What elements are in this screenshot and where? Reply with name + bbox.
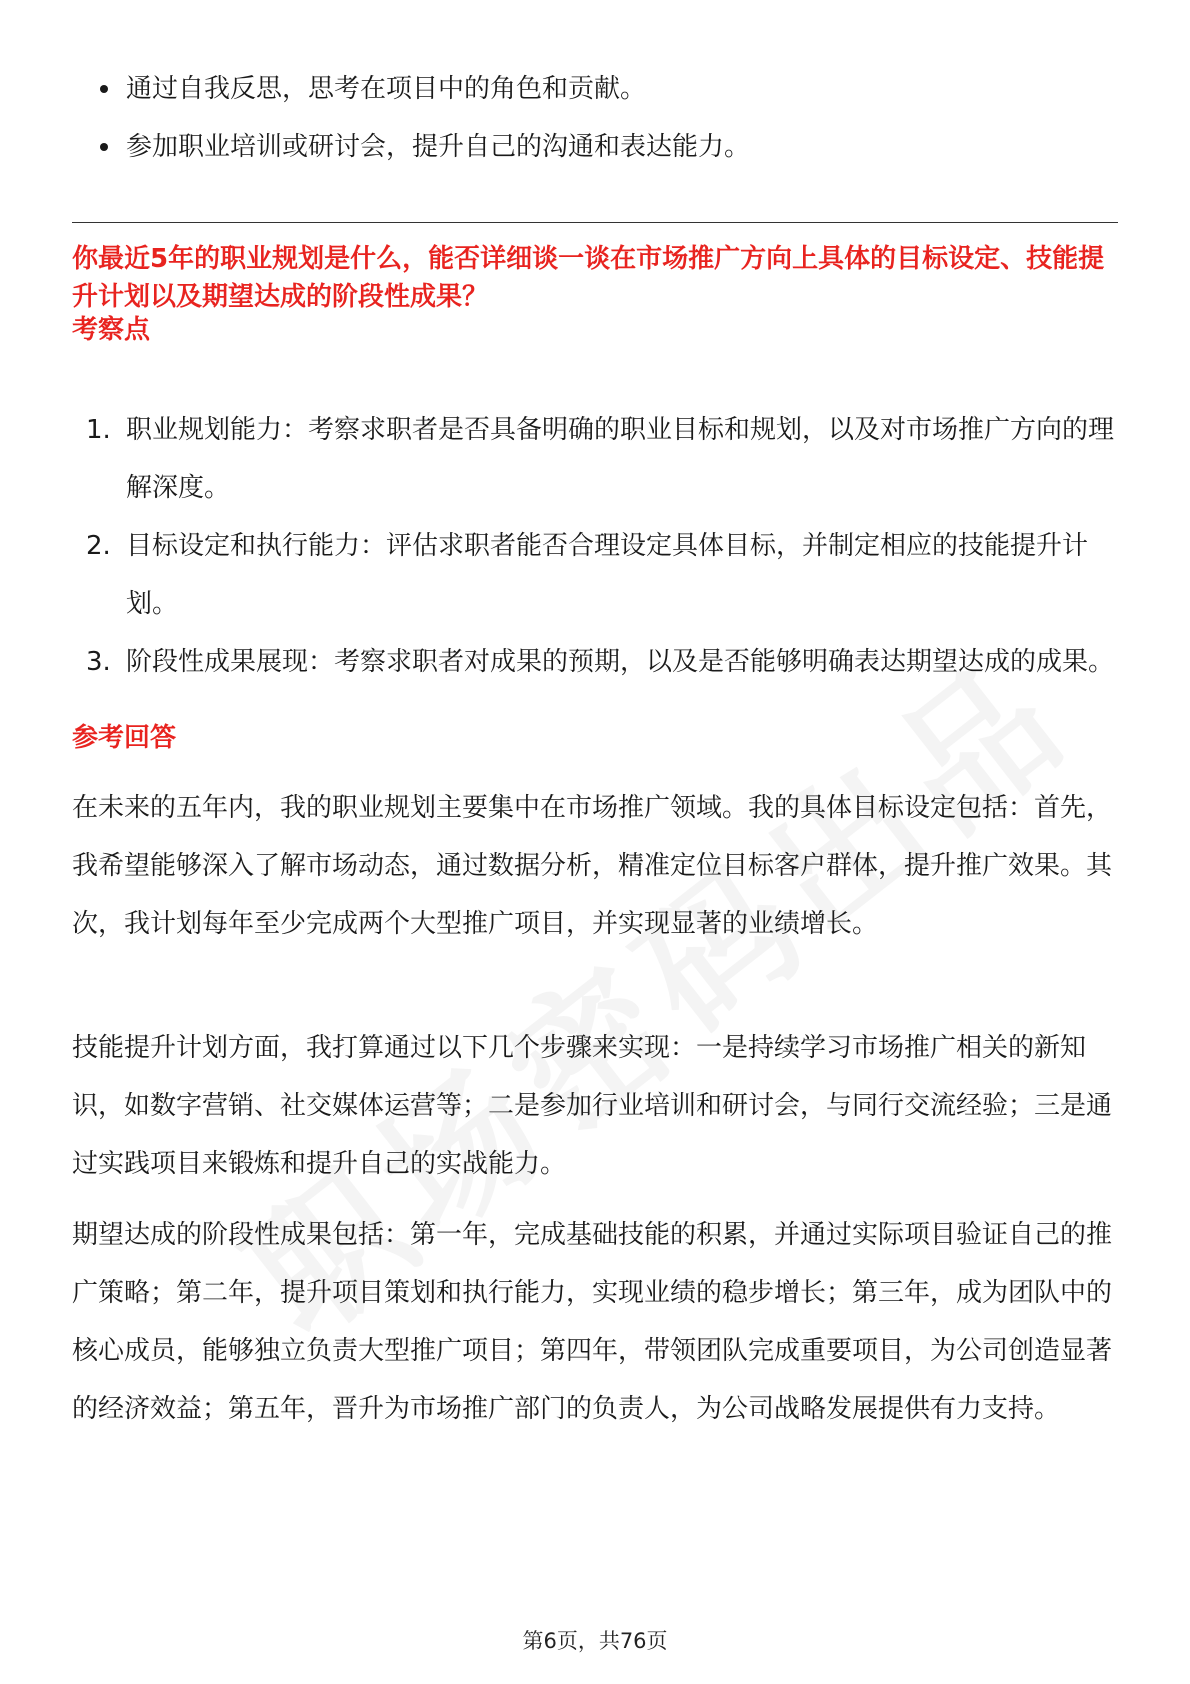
item-text: 阶段性成果展现：考察求职者对成果的预期，以及是否能够明确表达期望达成的成果。 (126, 647, 1115, 677)
list-item (72, 60, 1118, 118)
answer-paragraph: 技能提升计划方面，我打算通过以下几个步骤来实现：一是持续学习市场推广相关的新知识，如数字营销、社交媒体运营等；二是参加行业培训和研讨会，与同行交流经验；三是通过实践项目来锻炼和提升自己的实战能力。 (72, 1033, 1113, 1179)
item-text: 目标设定和执行能力：评估求职者能否合理设定具体目标，并制定相应的技能提升计划。 (126, 531, 1089, 619)
list-item (72, 517, 1118, 633)
item-number: 1. (86, 415, 111, 445)
list-item (72, 633, 1118, 691)
bullet-text: 通过自我反思，思考在项目中的角色和贡献。 (126, 74, 647, 104)
list-item (72, 401, 1118, 517)
answer-paragraph: 在未来的五年内，我的职业规划主要集中在市场推广领域。我的具体目标设定包括：首先，我希望能够深入了解市场动态，通过数据分析，精准定位目标客户群体，提升推广效果。其次，我计划每年至少完成两个大型推广项目，并实现显著的业绩增长。 (72, 793, 1113, 939)
document-page (72, 0, 1118, 1684)
item-number: 2. (86, 531, 111, 561)
answer-section-title: 参考回答 (72, 723, 177, 753)
item-text: 职业规划能力：考察求职者是否具备明确的职业目标和规划，以及对市场推广方向的理解深度。 (126, 415, 1115, 503)
answer-paragraph: 期望达成的阶段性成果包括：第一年，完成基础技能的积累，并通过实际项目验证自己的推广策略；第二年，提升项目策划和执行能力，实现业绩的稳步增长；第三年，成为团队中的核心成员，能够独立负责大型推广项目；第四年，带领团队完成重要项目，为公司创造显著的经济效益；第五年，晋升为市场推广部门的负责人，为公司战略发展提供有力支持。 (72, 1220, 1113, 1424)
bullet-dot-icon (100, 85, 108, 93)
page-number-footer: 第6页，共76页 (522, 1629, 668, 1653)
item-number: 3. (86, 647, 111, 677)
assess-point-list (72, 401, 1118, 691)
assess-section-title: 考察点 (72, 315, 151, 345)
intro-bullet-list (72, 60, 1118, 176)
bullet-dot-icon (100, 143, 108, 151)
list-item (72, 118, 1118, 176)
section-divider (72, 222, 1118, 223)
question-heading: 你最近5年的职业规划是什么，能否详细谈一谈在市场推广方向上具体的目标设定、技能提升计划以及期望达成的阶段性成果？ (72, 244, 1105, 312)
bullet-text: 参加职业培训或研讨会，提升自己的沟通和表达能力。 (126, 132, 751, 162)
